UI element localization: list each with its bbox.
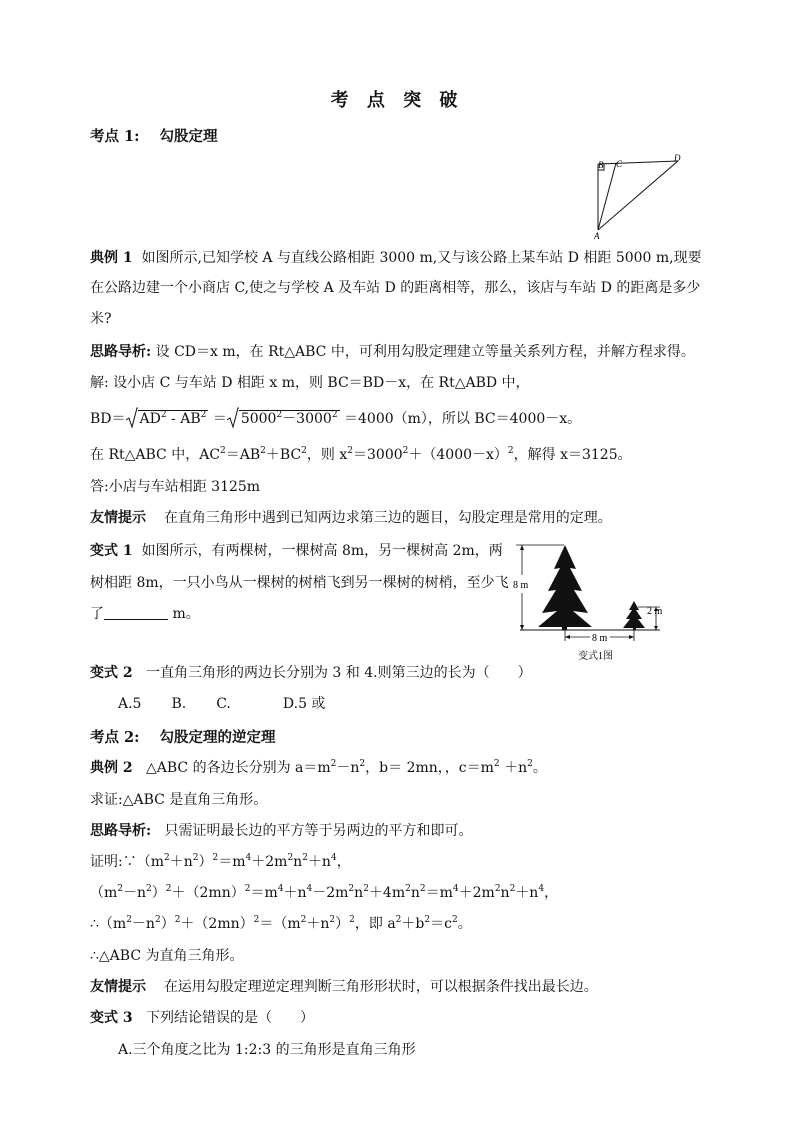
tall-tree-height-label: 8 m xyxy=(513,580,529,591)
short-tree-icon xyxy=(623,601,645,630)
short-tree-height-label: 2 m xyxy=(647,606,663,617)
example-2-line-2: 求证:△ABC 是直角三角形。 xyxy=(90,792,268,808)
tip-2-label: 友情提示 xyxy=(90,979,146,995)
page-title: 考 点 突 破 xyxy=(330,90,464,111)
variant-1-line-2: 树相距 8m，一只小鸟从一棵树的树梢飞到另一棵树的树梢，至少飞 xyxy=(90,575,509,591)
label-A: A xyxy=(594,231,600,241)
example-2-line-1: 典例 2 △ABC 的各边长分别为 $a=m^2-n^2$，b＝ 2mn，，$c=m^2 +n^2$。 xyxy=(90,759,547,776)
option-d: D.5 或 xyxy=(282,696,326,712)
proof-line-3: $\therefore(m^2-n^2)^2+(2mn)^2=(m^2+n^2)^2$，即 $a^2+b^2=c^2$。 xyxy=(90,915,472,932)
option-c: C. xyxy=(216,696,231,712)
hint-2: 思路导析: 只需证明最长边的平方等于另两边的平方和即可。 xyxy=(90,823,473,839)
label-B: B xyxy=(598,160,604,170)
variant-2-options xyxy=(118,694,355,714)
proof-line-1: 证明$:\because(m^2+n^2)^2=m^4+2m^2n^2+n^4$， xyxy=(90,853,351,870)
example-1-line-1: 典例 1 如图所示,已知学校 A 与直线公路相距 3000 m,又与该公路上某车站 D 相距 5000 m,现要 xyxy=(90,250,702,266)
tip-1: 友情提示 在直角三角形中遇到已知两边求第三边的题目，勾股定理是常用的定理。 xyxy=(90,510,612,526)
variant-1-line-1: 变式 1 如图所示，有两棵树，一棵树高 8m，另一棵树高 2m，两 xyxy=(90,543,503,559)
tip-1-label: 友情提示 xyxy=(90,510,146,526)
example-2-label: 典例 2 xyxy=(90,760,133,776)
section-2-name: 勾股定理的逆定理 xyxy=(159,729,276,746)
variant-2-label: 变式 2 xyxy=(90,665,133,681)
proof-line-2: $(m^2-n^2)^2+(2mn)^2=m^4+n^4-2m^2n^2+4m^2n^2=m^4+2m^2n^2+n^4$， xyxy=(90,884,559,901)
section-1-heading xyxy=(90,125,218,146)
solution-1-line-1: 解: 设小店 C 与车站 D 相距 x m，则 BC＝BD－x，在 Rt△ABD 中， xyxy=(90,375,530,391)
variant-1-label: 变式 1 xyxy=(90,543,133,559)
triangle-figure xyxy=(590,150,690,242)
example-1-line-3: 米? xyxy=(90,311,112,327)
variant-3-label: 变式 3 xyxy=(90,1010,133,1026)
option-b: B. xyxy=(171,696,187,712)
label-C: C xyxy=(616,159,623,169)
solution-1-line-2: BD＝ $AD^2 - AB^2$ ＝ $5000^2-3000^2 =4000(m)$，所以 BC＝4000－x。 xyxy=(90,410,582,427)
answer-blank xyxy=(104,605,168,620)
sqrt-expression-1: $AD^2 - AB^2$ xyxy=(126,409,209,429)
label-D: D xyxy=(674,153,681,163)
variant-2: 变式 2 一直角三角形的两边长分别为 3 和 4.则第三边的长为（ ） xyxy=(90,665,532,681)
sqrt-expression-2: $5000^2-3000^2$ xyxy=(227,409,340,429)
tip-2: 友情提示 在运用勾股定理逆定理判断三角形形状时，可以根据条件找出最长边。 xyxy=(90,979,598,995)
section-1-number: 考点 1: xyxy=(90,128,140,145)
section-2-number: 考点 2: xyxy=(90,729,140,746)
answer-1: 答:小店与车站相距 3125m xyxy=(90,479,261,495)
section-1-name: 勾股定理 xyxy=(159,128,218,145)
figure-caption: 变式1图 xyxy=(578,651,613,662)
proof-line-4: ∴△ABC 为直角三角形。 xyxy=(90,948,244,964)
variant-3-option-a: A.三个角度之比为 1:2:3 的三角形是直角三角形 xyxy=(118,1042,416,1058)
hint-2-label: 思路导析: xyxy=(90,823,152,839)
hint-1: 思路导析: 设 CD＝x m，在 Rt△ABC 中，可利用勾股定理建立等量关系列方程，并解方程求得。 xyxy=(90,344,695,360)
hint-1-label: 思路导析: xyxy=(90,344,152,360)
option-a: A.5 xyxy=(118,696,142,712)
distance-label: 8 m xyxy=(592,633,608,644)
example-1-line-2: 在公路边建一个小商店 C,使之与学校 A 及车站 D 的距离相等，那么，该店与车站 D 的距离是多少 xyxy=(90,280,701,296)
trees-figure xyxy=(510,535,675,665)
example-1-label: 典例 1 xyxy=(90,250,133,266)
variant-1-line-3: 了 m。 xyxy=(90,606,200,622)
solution-1-line-3: 在 Rt△ABC 中，$AC^2=AB^2+BC^2$，则 $x^2=3000^2+(4000-x)^2$，解得 x＝3125。 xyxy=(90,446,632,463)
section-2-heading xyxy=(90,726,276,747)
tall-tree-icon xyxy=(538,545,592,630)
variant-3: 变式 3 下列结论错误的是（ ） xyxy=(90,1010,314,1026)
